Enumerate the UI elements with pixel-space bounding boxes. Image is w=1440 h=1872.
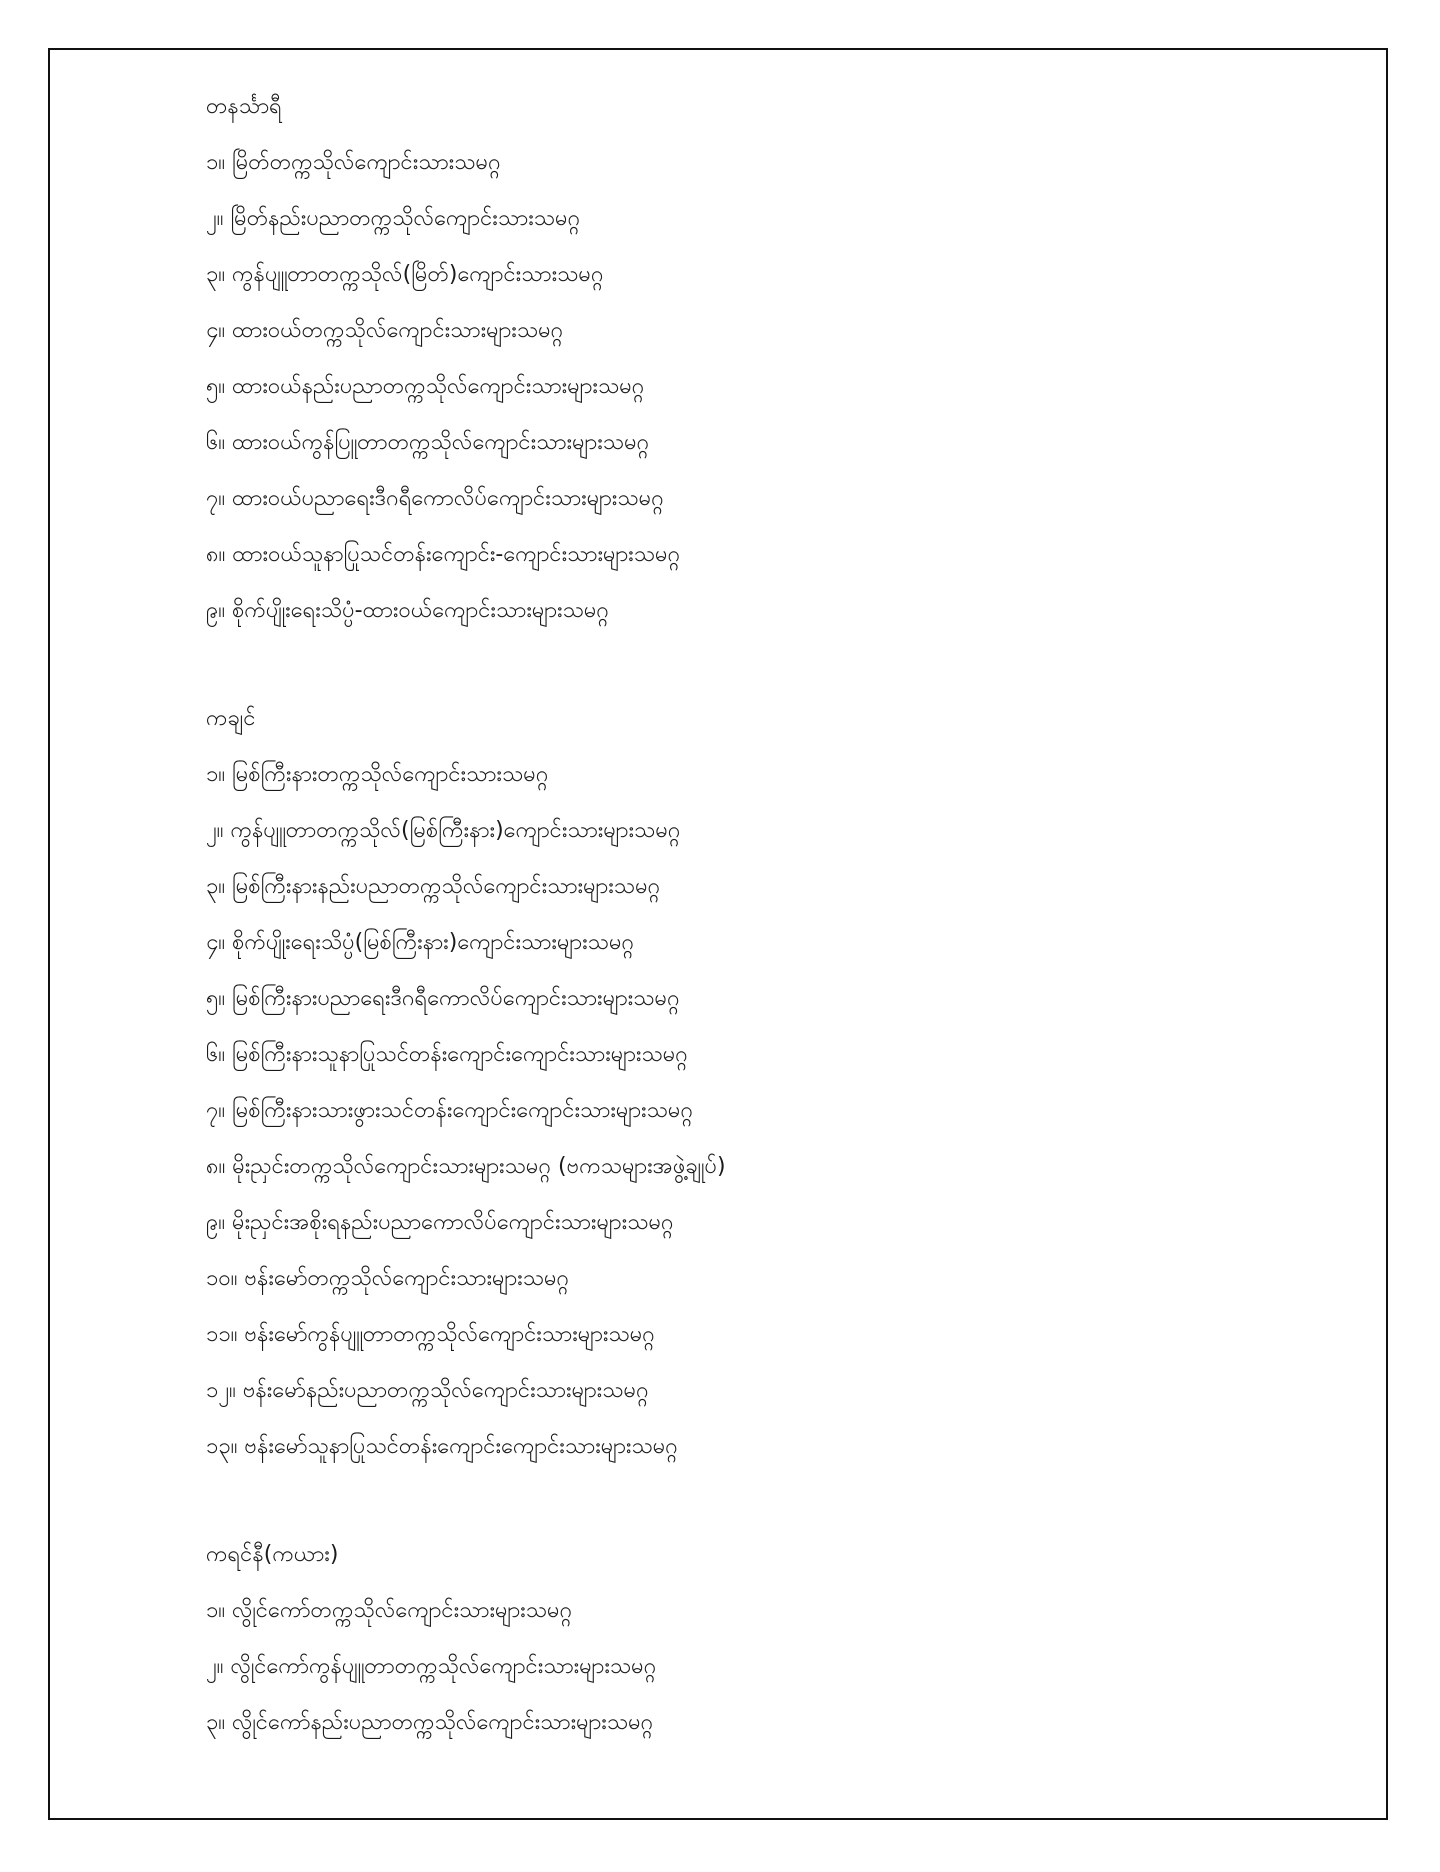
section-heading: ကချင် [206, 706, 256, 731]
list-item: ၃။ လွိုင်ကော်နည်းပညာတက္ကသိုလ်ကျောင်းသားများသမဂ္ဂ [206, 1710, 654, 1735]
list-item: ၂။ ကွန်ပျူတာတက္ကသိုလ်(မြစ်ကြီးနား)ကျောင်းသားများသမဂ္ဂ [206, 818, 681, 843]
union-list [206, 135, 1306, 639]
list-item: ၇။ မြစ်ကြီးနားသားဖွားသင်တန်းကျောင်းကျောင်းသားများသမဂ္ဂ [206, 1098, 694, 1123]
list-item: ၁၃။ ဗန်းမော်သူနာပြုသင်တန်းကျောင်းကျောင်းသားများသမဂ္ဂ [206, 1434, 678, 1459]
region-section-tanintharyi [206, 79, 1306, 639]
union-list [206, 747, 1306, 1475]
list-item: ၁၁။ ဗန်းမော်ကွန်ပျူတာတက္ကသိုလ်ကျောင်းသားများသမဂ္ဂ [206, 1322, 655, 1347]
list-item: ၆။ မြစ်ကြီးနားသူနာပြုသင်တန်းကျောင်းကျောင်းသားများသမဂ္ဂ [206, 1042, 688, 1067]
list-item: ၆။ ထားဝယ်ကွန်ပြူတာတက္ကသိုလ်ကျောင်းသားများသမဂ္ဂ [206, 430, 650, 455]
region-section-kachin [206, 691, 1306, 1475]
list-item: ၁၂။ ဗန်းမော်နည်းပညာတက္ကသိုလ်ကျောင်းသားများသမဂ္ဂ [206, 1378, 649, 1403]
list-item: ၇။ ထားဝယ်ပညာရေးဒီဂရီကောလိပ်ကျောင်းသားများသမဂ္ဂ [206, 486, 664, 511]
list-item: ၂။ လွိုင်ကော်ကွန်ပျူတာတက္ကသိုလ်ကျောင်းသားများသမဂ္ဂ [206, 1654, 657, 1679]
list-item: ၄။ ထားဝယ်တက္ကသိုလ်ကျောင်းသားများသမဂ္ဂ [206, 318, 564, 343]
list-item: ၁။ လွိုင်ကော်တက္ကသိုလ်ကျောင်းသားများသမဂ္ဂ [206, 1598, 573, 1623]
list-item: ၅။ ထားဝယ်နည်းပညာတက္ကသိုလ်ကျောင်းသားများသမဂ္ဂ [206, 374, 645, 399]
list-item: ၁။ မြစ်ကြီးနားတက္ကသိုလ်ကျောင်းသားသမဂ္ဂ [206, 762, 549, 787]
list-item: ၅။ မြစ်ကြီးနားပညာရေးဒီဂရီကောလိပ်ကျောင်းသားများသမဂ္ဂ [206, 986, 680, 1011]
list-item: ၁။ မြိတ်တက္ကသိုလ်ကျောင်းသားသမဂ္ဂ [206, 150, 501, 175]
list-item: ၃။ မြစ်ကြီးနားနည်းပညာတက္ကသိုလ်ကျောင်းသားများသမဂ္ဂ [206, 874, 661, 899]
list-item: ၁၀။ ဗန်းမော်တက္ကသိုလ်ကျောင်းသားများသမဂ္ဂ [206, 1266, 570, 1291]
list-item: ၄။ စိုက်ပျိုးရေးသိပ္ပံ(မြစ်ကြီးနား)ကျောင်းသားများသမဂ္ဂ [206, 930, 635, 955]
list-item: ၉။ မိုးညှင်းအစိုးရနည်းပညာကောလိပ်ကျောင်းသားများသမဂ္ဂ [206, 1210, 674, 1235]
union-list [206, 1583, 1306, 1751]
region-section-karenni [206, 1527, 1306, 1751]
document-body [206, 79, 1306, 1751]
list-item: ၃။ ကွန်ပျူတာတက္ကသိုလ်(မြိတ်)ကျောင်းသားသမဂ္ဂ [206, 262, 604, 287]
list-item: ၈။ ထားဝယ်သူနာပြုသင်တန်းကျောင်း-ကျောင်းသားများသမဂ္ဂ [206, 542, 681, 567]
section-heading: ကရင်နီ(ကယား) [206, 1542, 339, 1567]
list-item: ၈။ မိုးညှင်းတက္ကသိုလ်ကျောင်းသားများသမဂ္ဂ (ဗကသများအဖွဲ့ချုပ်) [206, 1154, 726, 1179]
section-heading: တနင်္သာရီ [206, 94, 282, 119]
list-item: ၉။ စိုက်ပျိုးရေးသိပ္ပံ-ထားဝယ်ကျောင်းသားများသမဂ္ဂ [206, 598, 610, 623]
list-item: ၂။ မြိတ်နည်းပညာတက္ကသိုလ်ကျောင်းသားသမဂ္ဂ [206, 206, 581, 231]
